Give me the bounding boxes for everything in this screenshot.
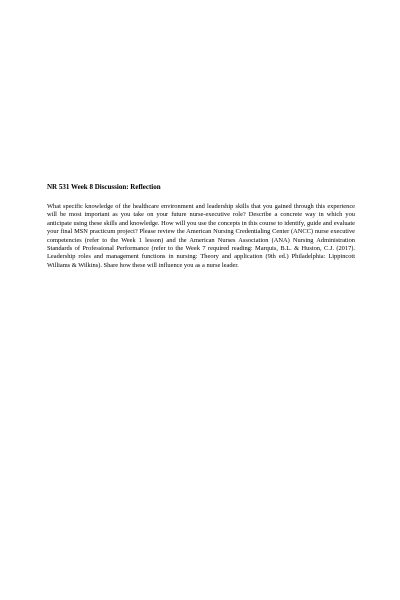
document-content xyxy=(47,183,355,270)
document-body-paragraph: What specific knowledge of the healthcare environment and leadership skills that you gained through this experience will be most important as you take on your future nurse-executive role? Describe a concrete way in which you anticipate using these skills and knowledge. How will you use the concepts in this course to identify, guide and evaluate your final MSN practicum project? Please review the American Nursing Credentialing Center (ANCC) nurse executive competencies (refer to the Week 1 lesson) and the American Nurses Association (ANA) Nursing Administration Standards of Professional Performance (refer to the Week 7 required reading: Marquis, B.L. & Huston, C.J. (2017). Leadership roles and management functions in nursing: Theory and application (9th ed.) Philadelphia: Lippincott Williams & Wilkins). Share how these will influence you as a nurse leader. xyxy=(47,203,355,269)
document-title: NR 531 Week 8 Discussion: Reflection xyxy=(47,183,161,191)
